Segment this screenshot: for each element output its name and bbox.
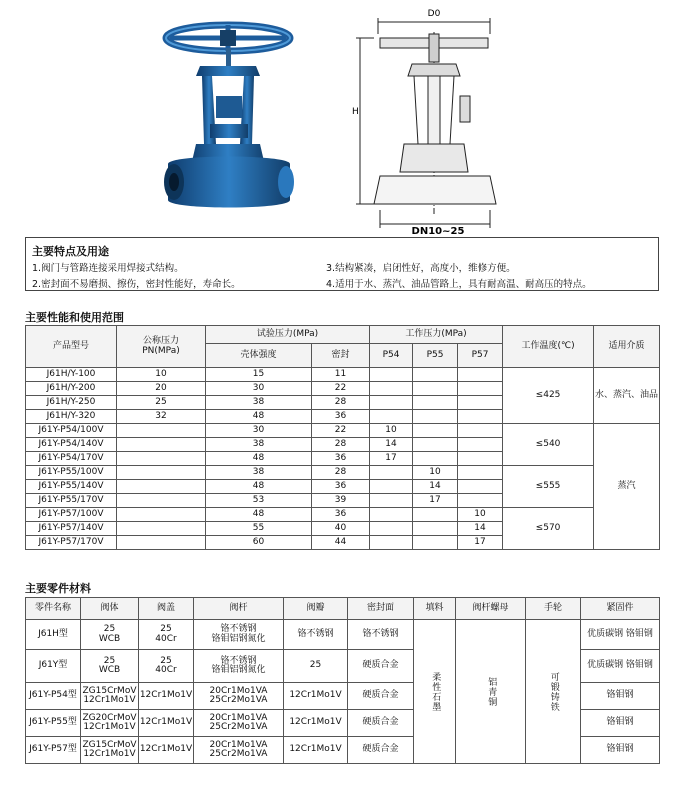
cell-strength: 48 — [206, 480, 312, 494]
cell-body — [81, 683, 139, 710]
mat-col-disc: 阀瓣 — [284, 598, 348, 620]
cell-line: 20Cr1Mo1VA — [209, 685, 268, 696]
cell-p57 — [458, 368, 503, 382]
cell-model: J61H/Y-250 — [26, 396, 117, 410]
cell-cover: 12Cr1Mo1V — [139, 737, 194, 764]
cell-stem — [194, 710, 284, 737]
cell-p54 — [370, 466, 413, 480]
cell-pn — [117, 452, 206, 466]
cell-seal: 铬不锈钢 — [348, 620, 414, 650]
cell-stem — [194, 650, 284, 683]
cell-temp-4: ≤570 — [503, 508, 594, 550]
cell-seal: 硬质合金 — [348, 710, 414, 737]
cell-p57 — [458, 424, 503, 438]
col-pn-line2: PN(MPa) — [142, 345, 180, 356]
col-model: 产品型号 — [26, 326, 117, 368]
cell-p57: 14 — [458, 522, 503, 536]
drawing-label-dn: DN10~25 — [411, 226, 465, 234]
cell-name: J61H型 — [26, 620, 81, 650]
cell-p55 — [413, 452, 458, 466]
col-work-pressure: 工作压力(MPa) — [370, 326, 503, 344]
handwheel-text: 可锻铸铁 — [548, 671, 559, 712]
cell-model: J61Y-P57/170V — [26, 536, 117, 550]
cell-line: 20Cr1Mo1VA — [209, 739, 268, 750]
cell-p54 — [370, 368, 413, 382]
table-row — [26, 424, 660, 438]
cell-model: J61Y-P55/100V — [26, 466, 117, 480]
performance-table — [25, 325, 660, 550]
col-temp: 工作温度(℃) — [503, 326, 594, 368]
mat-col-stem: 阀杆 — [194, 598, 284, 620]
cell-p55 — [413, 508, 458, 522]
cell-strength: 48 — [206, 508, 312, 522]
materials-table — [25, 597, 660, 764]
cell-seal: 36 — [312, 508, 370, 522]
cell-model: J61Y-P54/170V — [26, 452, 117, 466]
col-medium: 适用介质 — [594, 326, 660, 368]
cell-pn: 10 — [117, 368, 206, 382]
cell-p55 — [413, 396, 458, 410]
cell-line: ZG15CrMoV — [82, 685, 137, 696]
cell-disc: 12Cr1Mo1V — [284, 737, 348, 764]
cell-model: J61Y-P57/100V — [26, 508, 117, 522]
cell-p55 — [413, 522, 458, 536]
cell-p55: 14 — [413, 480, 458, 494]
cell-pn — [117, 522, 206, 536]
cell-name: J61Y-P54型 — [26, 683, 81, 710]
cell-line: 25 — [103, 655, 116, 666]
col-p57: P57 — [458, 344, 503, 368]
cell-p55: 17 — [413, 494, 458, 508]
table-row — [26, 620, 660, 650]
cell-seal: 36 — [312, 410, 370, 424]
cell-line: 25Cr2Mo1VA — [209, 695, 268, 705]
valve-photo — [140, 4, 320, 226]
cell-line: WCB — [98, 633, 121, 644]
valve-technical-drawing — [350, 4, 530, 234]
cell-p54 — [370, 410, 413, 424]
cell-model: J61Y-P54/140V — [26, 438, 117, 452]
drawing-label-d0: D0 — [427, 9, 441, 19]
features-title: 主要特点及用途 — [32, 245, 109, 258]
cell-p57 — [458, 452, 503, 466]
cell-strength: 48 — [206, 410, 312, 424]
table-row — [26, 368, 660, 382]
cell-pn: 25 — [117, 396, 206, 410]
cell-stem — [194, 620, 284, 650]
cell-p57 — [458, 480, 503, 494]
cell-p54: 10 — [370, 424, 413, 438]
mat-col-cover: 阀盖 — [139, 598, 194, 620]
cell-pn — [117, 480, 206, 494]
cell-p57 — [458, 382, 503, 396]
cell-seal: 36 — [312, 452, 370, 466]
cell-p57 — [458, 438, 503, 452]
cell-cover: 12Cr1Mo1V — [139, 710, 194, 737]
col-pn-line1: 公称压力 — [142, 336, 179, 347]
cell-line: 25 — [160, 624, 172, 635]
mat-col-stem-nut: 阀杆螺母 — [456, 598, 526, 620]
cell-strength: 53 — [206, 494, 312, 508]
cell-model: J61Y-P55/170V — [26, 494, 117, 508]
cell-p54 — [370, 536, 413, 550]
cell-line: WCB — [98, 665, 121, 675]
cell-p57: 17 — [458, 536, 503, 550]
mat-col-packing: 填料 — [414, 598, 456, 620]
col-pn — [117, 326, 206, 368]
mat-col-body: 阀体 — [81, 598, 139, 620]
cell-strength: 55 — [206, 522, 312, 536]
cell-strength: 38 — [206, 438, 312, 452]
cell-line: 12Cr1Mo1V — [83, 722, 136, 732]
cell-pn — [117, 438, 206, 452]
cell-pn — [117, 466, 206, 480]
cell-body — [81, 737, 139, 764]
cell-handwheel — [526, 620, 581, 764]
col-p55: P55 — [413, 344, 458, 368]
cell-cover — [139, 650, 194, 683]
cell-p55 — [413, 536, 458, 550]
cell-model: J61Y-P55/140V — [26, 480, 117, 494]
cell-name: J61Y-P57型 — [26, 737, 81, 764]
cell-seal: 40 — [312, 522, 370, 536]
cell-pn: 32 — [117, 410, 206, 424]
cell-packing — [414, 620, 456, 764]
cell-p54 — [370, 480, 413, 494]
cell-p57 — [458, 410, 503, 424]
cell-temp-3: ≤555 — [503, 466, 594, 508]
cell-disc: 12Cr1Mo1V — [284, 683, 348, 710]
cell-stem — [194, 737, 284, 764]
cell-model: J61Y-P57/140V — [26, 522, 117, 536]
packing-text: 柔性石墨 — [430, 671, 441, 712]
cell-seal: 28 — [312, 466, 370, 480]
cell-temp-1: ≤425 — [503, 368, 594, 424]
cell-p55 — [413, 424, 458, 438]
cell-line: 40Cr — [155, 665, 177, 675]
cell-strength: 60 — [206, 536, 312, 550]
cell-body — [81, 710, 139, 737]
mat-col-fastener: 紧固件 — [581, 598, 660, 620]
cell-line: 铬不锈钢 — [220, 655, 257, 666]
cell-fastener: 优质碳钢 铬钼钢 — [581, 650, 660, 683]
col-strength: 壳体强度 — [206, 344, 312, 368]
cell-seal: 硬质合金 — [348, 683, 414, 710]
cell-p55: 10 — [413, 466, 458, 480]
cell-stem — [194, 683, 284, 710]
cell-model: J61Y-P54/100V — [26, 424, 117, 438]
cell-strength: 30 — [206, 424, 312, 438]
cell-line: 铬钼铝钢氮化 — [211, 633, 266, 644]
cell-name: J61Y-P55型 — [26, 710, 81, 737]
feature-item-4: 4.适用于水、蒸汽、油品管路上，具有耐高温、耐高压的特点。 — [326, 279, 592, 290]
cell-stem-nut — [456, 620, 526, 764]
cell-fastener: 铬钼钢 — [581, 737, 660, 764]
cell-strength: 38 — [206, 466, 312, 480]
cell-name: J61Y型 — [26, 650, 81, 683]
cell-strength: 38 — [206, 396, 312, 410]
cell-line: ZG15CrMoV — [82, 739, 137, 750]
cell-pn — [117, 424, 206, 438]
cell-cover — [139, 620, 194, 650]
cell-strength: 15 — [206, 368, 312, 382]
perf-section-title: 主要性能和使用范围 — [25, 311, 124, 324]
cell-p54: 14 — [370, 438, 413, 452]
cell-cover: 12Cr1Mo1V — [139, 683, 194, 710]
cell-model: J61H/Y-100 — [26, 368, 117, 382]
cell-line: 12Cr1Mo1V — [83, 749, 136, 759]
cell-p54: 17 — [370, 452, 413, 466]
cell-line: 25 — [160, 655, 172, 666]
col-seal: 密封 — [312, 344, 370, 368]
cell-line: 铬不锈钢 — [220, 624, 257, 635]
cell-p54 — [370, 382, 413, 396]
cell-body — [81, 650, 139, 683]
cell-seal: 11 — [312, 368, 370, 382]
cell-medium-2: 蒸汽 — [594, 424, 660, 550]
mat-col-handwheel: 手轮 — [526, 598, 581, 620]
cell-pn: 20 — [117, 382, 206, 396]
col-p54: P54 — [370, 344, 413, 368]
cell-line: 40Cr — [155, 633, 177, 644]
cell-seal: 44 — [312, 536, 370, 550]
cell-p55 — [413, 368, 458, 382]
cell-p57 — [458, 466, 503, 480]
cell-p55 — [413, 382, 458, 396]
materials-section-title: 主要零件材料 — [25, 582, 91, 595]
cell-temp-2: ≤540 — [503, 424, 594, 466]
cell-p55 — [413, 438, 458, 452]
cell-line: 25Cr2Mo1VA — [209, 722, 268, 732]
features-box — [25, 237, 659, 291]
drawing-label-h: H — [352, 107, 359, 117]
cell-seal: 36 — [312, 480, 370, 494]
cell-seal: 39 — [312, 494, 370, 508]
cell-body — [81, 620, 139, 650]
cell-p54 — [370, 494, 413, 508]
cell-strength: 48 — [206, 452, 312, 466]
cell-p57 — [458, 396, 503, 410]
cell-seal: 硬质合金 — [348, 650, 414, 683]
cell-medium-1: 水、蒸汽、油品 — [594, 368, 660, 424]
cell-disc: 铬不锈钢 — [284, 620, 348, 650]
cell-line: 25Cr2Mo1VA — [209, 749, 268, 759]
cell-p54 — [370, 508, 413, 522]
cell-seal: 硬质合金 — [348, 737, 414, 764]
cell-line: 25 — [103, 624, 116, 635]
cell-seal: 22 — [312, 382, 370, 396]
cell-line: 20Cr1Mo1VA — [209, 712, 268, 723]
feature-item-1: 1.阀门与管路连接采用焊接式结构。 — [32, 263, 184, 274]
mat-col-name: 零件名称 — [26, 598, 81, 620]
cell-p55 — [413, 410, 458, 424]
cell-strength: 30 — [206, 382, 312, 396]
cell-p57: 10 — [458, 508, 503, 522]
table-row — [26, 508, 660, 522]
cell-fastener: 铬钼钢 — [581, 710, 660, 737]
cell-line: 铬钼铝钢氮化 — [211, 665, 266, 675]
cell-fastener: 优质碳钢 铬钼钢 — [581, 620, 660, 650]
cell-p54 — [370, 522, 413, 536]
cell-seal: 28 — [312, 396, 370, 410]
mat-col-seal: 密封面 — [348, 598, 414, 620]
cell-line: 12Cr1Mo1V — [83, 695, 136, 705]
cell-pn — [117, 536, 206, 550]
cell-line: ZG20CrMoV — [82, 712, 137, 723]
col-test-pressure: 试验压力(MPa) — [206, 326, 370, 344]
cell-seal: 28 — [312, 438, 370, 452]
table-row — [26, 466, 660, 480]
cell-pn — [117, 508, 206, 522]
cell-p57 — [458, 494, 503, 508]
stem-nut-text: 铝青铜 — [486, 676, 497, 707]
feature-item-3: 3.结构紧凑，启闭性好，高度小，维修方便。 — [326, 263, 516, 274]
cell-disc: 25 — [284, 650, 348, 683]
feature-item-2: 2.密封面不易磨损、擦伤，密封性能好，寿命长。 — [32, 279, 241, 290]
cell-seal: 22 — [312, 424, 370, 438]
cell-disc: 12Cr1Mo1V — [284, 710, 348, 737]
cell-pn — [117, 494, 206, 508]
cell-fastener: 铬钼钢 — [581, 683, 660, 710]
cell-p54 — [370, 396, 413, 410]
cell-model: J61H/Y-200 — [26, 382, 117, 396]
cell-model: J61H/Y-320 — [26, 410, 117, 424]
